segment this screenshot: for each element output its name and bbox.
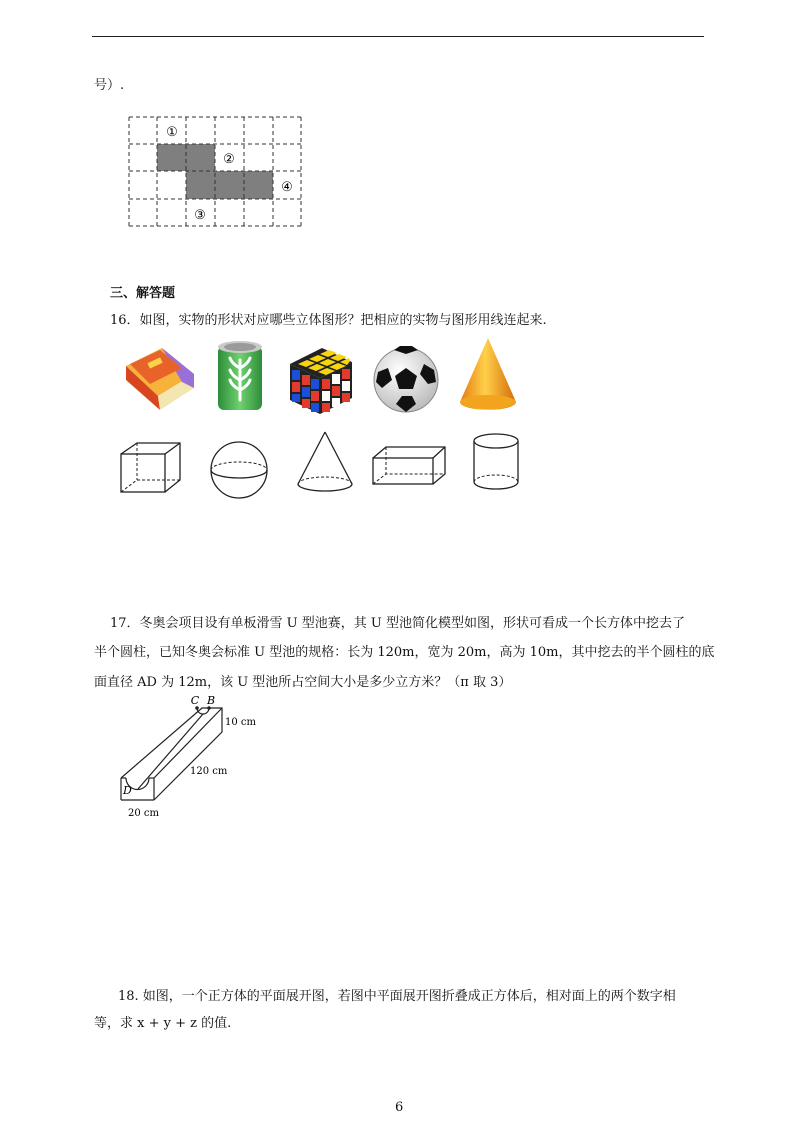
header-rule: [92, 36, 704, 37]
question-18-line-1: 18. 如图，一个正方体的平面展开图，若图中平面展开图折叠成正方体后，相对面上的两个数字相: [118, 989, 676, 1004]
question-18-line-2: 等，求 x + y + z 的值.: [94, 1016, 232, 1031]
can-image: [214, 338, 266, 414]
cone-image: [456, 336, 520, 416]
width-label: 20 cm: [128, 808, 159, 819]
grid-label-1: ①: [166, 125, 178, 140]
grid-label-4: ④: [281, 180, 293, 195]
book-image: [120, 342, 200, 414]
section-title: 三、解答题: [110, 286, 176, 301]
question-17-line-3: 面直径 AD 为 12m，该 U 型池所占空间大小是多少立方米？（π 取 3）: [94, 675, 512, 690]
length-label: 120 cm: [190, 766, 228, 777]
soccer-ball-image: [372, 346, 440, 414]
cylinder-shape: [470, 432, 522, 492]
dashed-grid: [129, 117, 301, 226]
label-b: B: [206, 694, 216, 707]
label-c: C: [190, 694, 200, 707]
cube-shape: [118, 440, 184, 496]
label-d: D: [123, 784, 132, 797]
cuboid-shape: [370, 444, 448, 486]
rubiks-cube-image: [288, 346, 354, 416]
grid-label-3: ③: [194, 208, 206, 223]
continuation-text: 号）.: [94, 78, 125, 93]
question-16-text: 16．如图，实物的形状对应哪些立体图形？把相应的实物与图形用线连起来.: [110, 313, 547, 328]
u-pool-figure: [114, 694, 274, 824]
grid-figure: [125, 113, 305, 233]
question-17-line-2: 半个圆柱，已知冬奥会标准 U 型池的规格：长为 120m，宽为 20m，高为 10m，其中挖去的半个圆柱的底: [94, 645, 715, 660]
sphere-shape: [208, 440, 270, 500]
grid-label-2: ②: [223, 152, 235, 167]
height-label: 10 cm: [225, 717, 256, 728]
cone-shape: [296, 430, 354, 494]
question-17-line-1: 17．冬奥会项目设有单板滑雪 U 型池赛，其 U 型池简化模型如图，形状可看成一个长方体中挖去了: [110, 616, 685, 631]
page-number: 6: [395, 1100, 404, 1115]
